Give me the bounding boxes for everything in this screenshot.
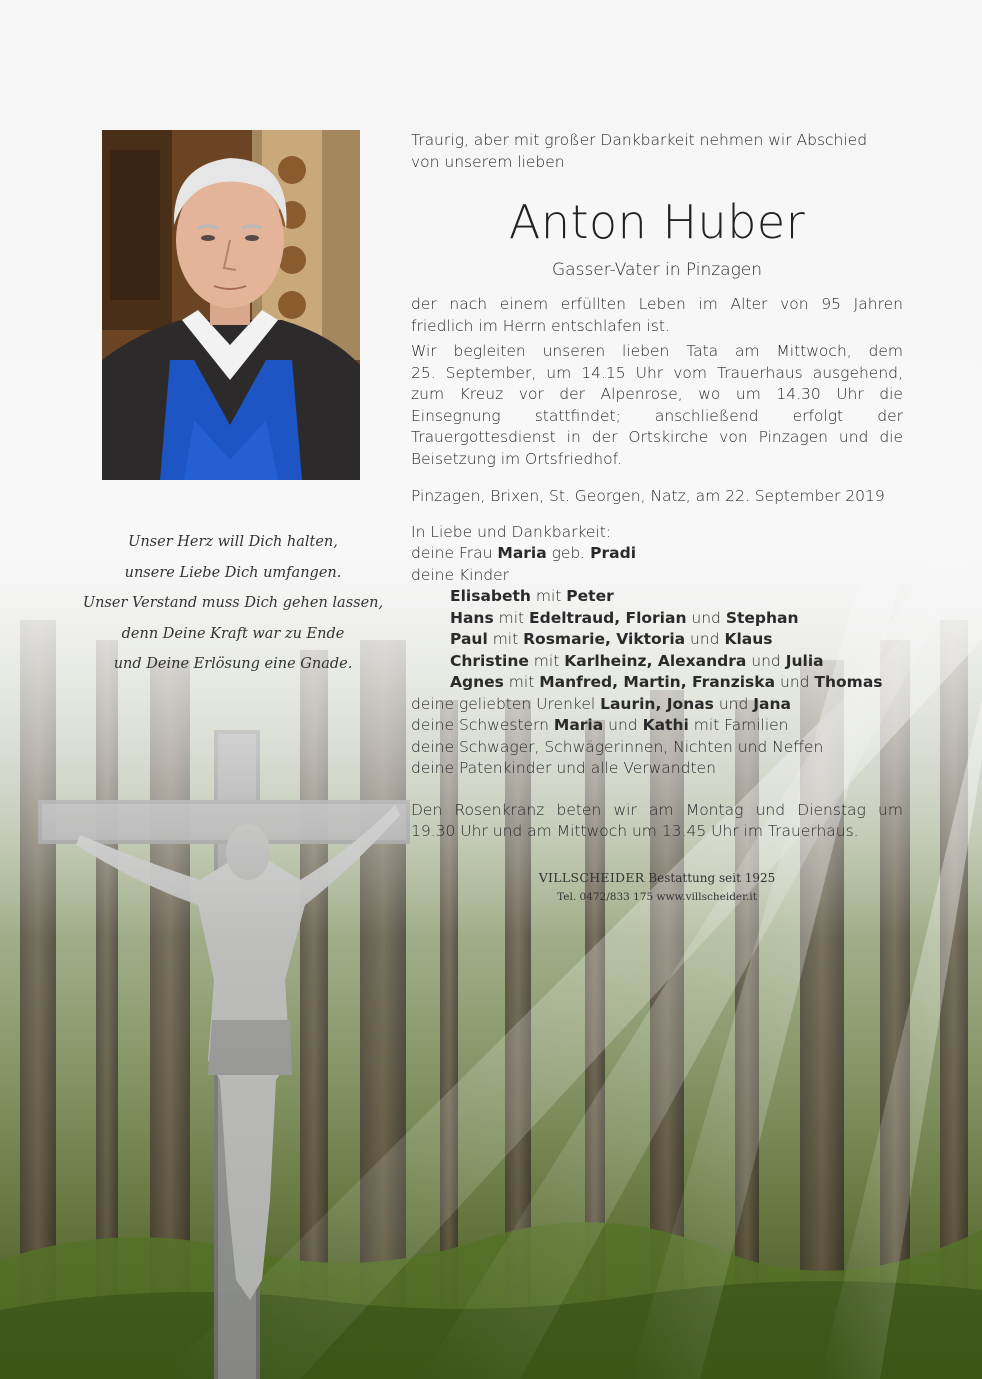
word: nach <box>449 295 488 313</box>
word: begleiten <box>453 342 526 360</box>
word: 14.30 <box>776 385 821 403</box>
word: Uhr <box>836 385 864 403</box>
word: die <box>879 428 903 446</box>
age-paragraph <box>411 294 903 337</box>
paragraph-last-line: 19.30 Uhr und am Mittwoch um 13.45 Uhr im Trauerhaus. <box>411 822 859 840</box>
word: und <box>838 428 869 446</box>
justified-line <box>411 427 903 449</box>
word: erfolgt <box>792 406 844 425</box>
word: wir <box>613 800 637 819</box>
word: einem <box>499 295 549 313</box>
family-godchildren: deine Patenkinder und alle Verwandten <box>411 759 716 777</box>
word: Wir <box>411 342 437 360</box>
word: Kreuz <box>459 385 504 403</box>
word: Tata <box>686 342 719 360</box>
verse-line: Unser Verstand muss Dich gehen lassen, <box>82 595 384 611</box>
word: Trauerhaus <box>716 363 803 382</box>
justified-line <box>411 294 903 316</box>
word: beten <box>556 800 602 819</box>
word: unseren <box>542 342 606 360</box>
justified-line <box>411 341 903 363</box>
intro-line: Traurig, aber mit großer Dankbarkeit nehmen wir Abschied <box>411 131 868 149</box>
word: 25. <box>411 363 436 382</box>
verse-line: Unser Herz will Dich halten, <box>128 534 338 550</box>
word: Mittwoch, <box>776 342 852 360</box>
word: Dienstag <box>797 800 866 819</box>
word: Pinzagen <box>758 428 828 446</box>
word: von <box>780 295 809 313</box>
word: um <box>546 363 572 382</box>
word: Alter <box>730 295 768 313</box>
obituary-text <box>411 130 903 907</box>
child-entry: Christine mit Karlheinz, Alexandra und Julia <box>450 651 824 670</box>
word: Alpenrose, <box>600 385 683 403</box>
word: in <box>566 428 581 446</box>
portrait-illustration <box>102 130 360 480</box>
family-sisters: deine Schwestern Maria und Kathi mit Familien <box>411 716 789 734</box>
verse-line: denn Deine Kraft war zu Ende <box>121 625 345 642</box>
word: zum <box>411 385 445 403</box>
word: erfüllten <box>560 295 626 313</box>
portrait-photo <box>102 130 360 480</box>
word: am <box>649 800 674 819</box>
word: lieben <box>622 342 670 360</box>
word: der <box>591 428 618 446</box>
word: Uhr <box>635 363 664 382</box>
place-date: Pinzagen, Brixen, St. Georgen, Natz, am 22. September 2019 <box>411 487 885 505</box>
verse-line: unsere Liebe Dich umfangen. <box>124 564 342 581</box>
funeral-home-name: VILLSCHEIDER <box>538 869 645 885</box>
family-children-heading: deine Kinder <box>411 565 510 584</box>
rosary-paragraph <box>411 800 903 843</box>
verse-line: und Deine Erlösung eine Gnade. <box>113 656 353 672</box>
child-entry: Hans mit Edeltraud, Florian und Stephan <box>450 608 799 627</box>
word: September, <box>445 363 537 382</box>
intro-line: von unserem lieben <box>411 152 565 171</box>
family-wife: deine Frau Maria geb. Pradi <box>411 544 637 562</box>
word: die <box>879 385 903 403</box>
word: um <box>878 800 903 819</box>
family-heading: In Liebe und Dankbarkeit: <box>411 522 612 541</box>
word: im <box>698 295 718 313</box>
word: vom <box>673 363 707 382</box>
family-inlaws: deine Schwager, Schwägerinnen, Nichten und Neffen <box>411 737 824 756</box>
word: wo <box>698 385 721 403</box>
funeral-home-tagline: Bestattung seit 1925 <box>644 870 776 885</box>
word: von <box>719 428 748 446</box>
memorial-verse <box>72 527 394 680</box>
deceased-name: Anton Huber <box>508 195 806 249</box>
word: Jahren <box>853 295 903 313</box>
word: der <box>559 385 586 403</box>
child-entry: Paul mit Rosmarie, Viktoria und Klaus <box>450 630 773 648</box>
justified-line <box>411 384 903 406</box>
word: Rosenkranz <box>454 800 545 819</box>
child-entry: Agnes mit Manfred, Martin, Franziska und Thomas <box>450 673 883 691</box>
word: der <box>877 406 903 425</box>
justified-line <box>411 363 903 385</box>
funeral-home-contact: Tel. 0472/833 175 www.villscheider.it <box>557 890 757 903</box>
word: Montag <box>685 800 744 819</box>
word: stattfindet; <box>534 406 621 425</box>
word: am <box>735 342 760 360</box>
word: Den <box>411 800 443 819</box>
word: und <box>755 800 786 819</box>
deceased-subtitle: Gasser-Vater in Pinzagen <box>551 260 763 280</box>
paragraph-last-line: friedlich im Herrn entschlafen ist. <box>411 316 670 335</box>
word: Trauergottesdienst <box>411 428 556 446</box>
paragraph-last-line: Beisetzung im Ortsfriedhof. <box>411 449 622 468</box>
children-list <box>411 586 903 694</box>
word: um <box>735 385 761 403</box>
word: Einsegnung <box>411 406 501 425</box>
word: ausgehend, <box>812 363 903 382</box>
word: anschließend <box>654 406 759 425</box>
word: 14.15 <box>581 363 626 382</box>
word: der <box>411 295 437 313</box>
ceremony-paragraph <box>411 341 903 470</box>
word: vor <box>518 385 544 403</box>
funeral-home <box>411 868 903 907</box>
word: Leben <box>638 295 686 313</box>
word: Ortskirche <box>628 428 709 446</box>
word: 95 <box>821 295 841 313</box>
child-entry: Elisabeth mit Peter <box>450 587 614 605</box>
justified-line <box>411 800 903 822</box>
family-greatgrandchildren: deine geliebten Urenkel Laurin, Jonas und Jana <box>411 694 791 713</box>
intro-text <box>411 130 903 173</box>
justified-line <box>411 406 903 428</box>
word: dem <box>868 342 903 360</box>
